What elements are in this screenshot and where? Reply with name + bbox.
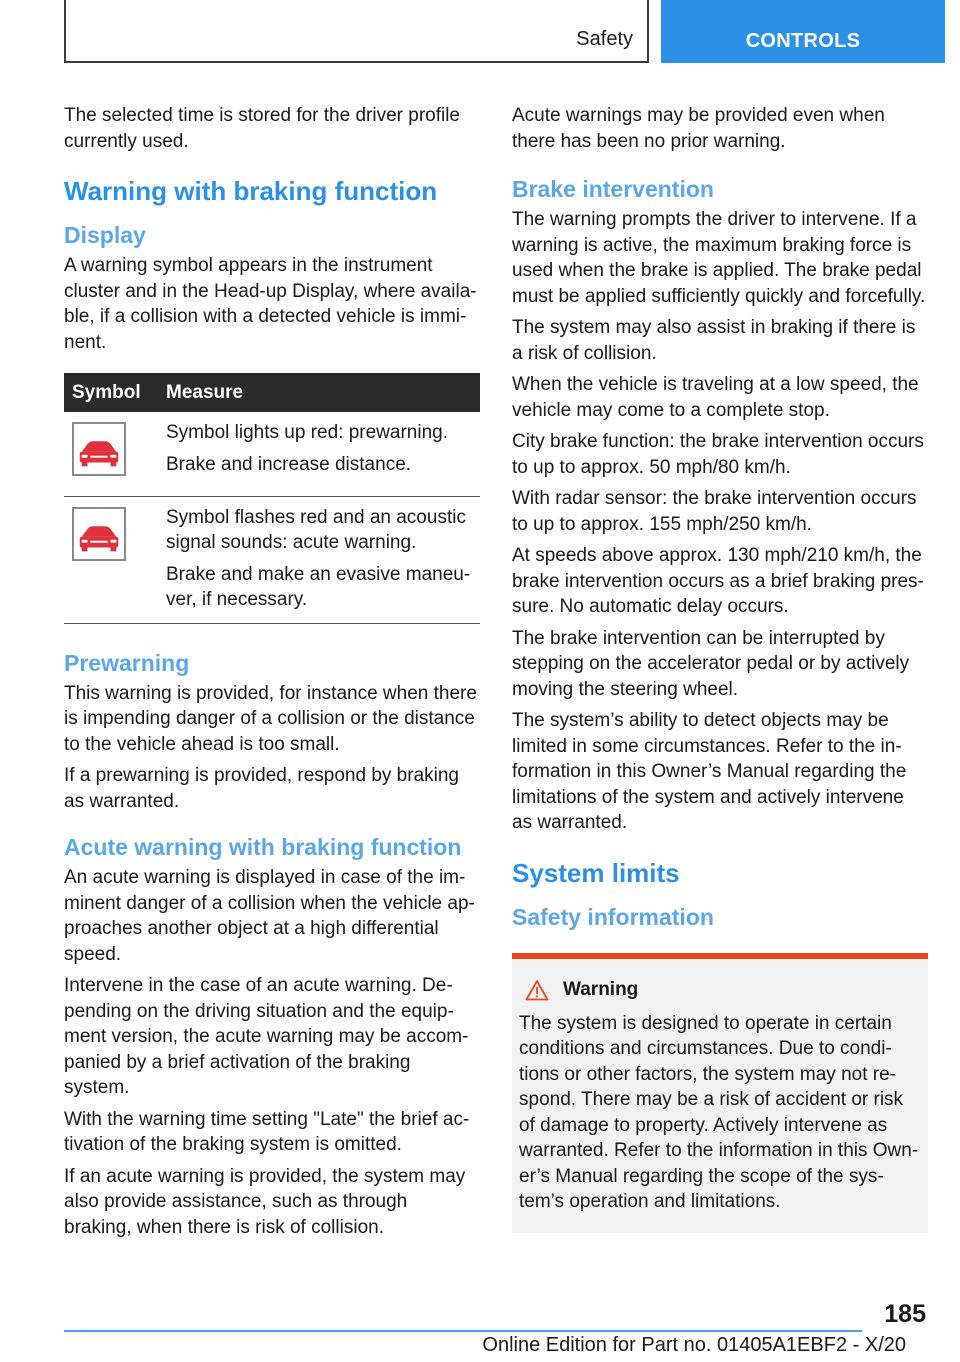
acute-text-2: Intervene in the case of an acute warning. Depending on the driving situation and the equipment version, the acute warning may be accompanied by a brief activation of the braking system.: [64, 975, 469, 1098]
intro-text: The selected time is stored for the driver profile currently used.: [64, 105, 461, 152]
header-section-box: [64, 0, 649, 63]
footer-divider: [64, 1330, 862, 1332]
acute-text-4: If an acute warning is provided, the system may also provide assistance, such as through braking, when there is risk of collision.: [64, 1165, 466, 1238]
collision-warning-icon: [72, 507, 126, 561]
heading-warning-braking: Warning with braking function: [64, 176, 438, 206]
page-number: 185: [884, 1300, 926, 1328]
acute-text-1: An acute warning is displayed in case of the imminent danger of a collision when the vehicle approaches another object at a high differential speed.: [64, 867, 475, 965]
acute-text-3: With the warning time setting "Late" the brief activation of the braking system is omitted.: [64, 1108, 470, 1155]
table-row: [64, 412, 480, 496]
heading-display: Display: [64, 222, 146, 248]
brake-text-8: The system’s ability to detect objects may be limited in some circumstances. Refer to the information in this Owner’s Manual regarding the limitations of the system and actively intervene as warranted.: [512, 710, 907, 833]
heading-acute-warning: Acute warning with braking function: [64, 834, 462, 860]
brake-text-7: The brake intervention can be interrupted by stepping on the accelerator pedal or by actively moving the steering wheel.: [512, 627, 910, 700]
heading-system-limits: System limits: [512, 857, 680, 888]
brake-text-2: The system may also assist in braking if there is a risk of collision.: [512, 317, 916, 364]
collision-warning-icon: [72, 422, 126, 476]
warning-title: Warning: [563, 978, 639, 1000]
brake-text-3: When the vehicle is traveling at a low speed, the vehicle may come to a complete stop.: [512, 374, 919, 421]
heading-safety-information: Safety information: [512, 903, 714, 930]
right-column: [512, 103, 928, 1233]
row1-line1: Symbol lights up red: prewarning.: [166, 422, 448, 443]
heading-prewarning: Prewarning: [64, 649, 190, 676]
footer-edition-text: Online Edition for Part no. 01405A1EBF2 - X/20: [482, 1334, 906, 1356]
heading-brake-intervention: Brake intervention: [512, 176, 714, 202]
warning-box: [512, 959, 928, 1233]
brake-text-5: With radar sensor: the brake intervention occurs to up to approx. 155 mph/250 km/h.: [512, 488, 917, 535]
prewarning-text-2: If a prewarning is provided, respond by braking as warranted.: [64, 765, 460, 812]
prewarning-text-1: This warning is provided, for instance when there is impending danger of a collision or the distance to the vehicle ahead is too small.: [64, 682, 477, 755]
controls-tab[interactable]: [661, 0, 945, 63]
warning-triangle-icon: [525, 979, 549, 1001]
col-header-measure: Measure: [158, 373, 480, 412]
section-title: Safety: [576, 28, 633, 50]
row1-line2: Brake and increase distance.: [166, 453, 412, 475]
row2-line2: Brake and make an evasive maneuver, if necessary.: [166, 563, 471, 610]
table-row: [64, 496, 480, 623]
warning-text: The system is designed to operate in certain conditions and circumstances. Due to conditions or other factors, the system may not respond. There may be a risk of accident or risk of damage to property. Actively intervene as warranted. Refer to the information in this Owner’s Manual regarding the scope of the system’s operation and limitations.: [519, 1012, 919, 1212]
brake-text-4: City brake function: the brake intervention occurs to up to approx. 50 mph/80 km/h.: [512, 431, 924, 478]
row2-line1: Symbol flashes red and an acoustic signal sounds: acute warning.: [166, 506, 466, 553]
display-text: A warning symbol appears in the instrument cluster and in the Head-up Display, where available, if a collision with a detected vehicle is imminent.: [64, 255, 477, 353]
acute-intro-text: Acute warnings may be provided even when there has been no prior warning.: [512, 105, 885, 152]
controls-tab-label: CONTROLS: [745, 30, 861, 52]
left-column: [64, 103, 480, 1246]
brake-text-1: The warning prompts the driver to intervene. If a warning is active, the maximum braking force is used when the brake is applied. The brake pedal must be applied sufficiently quickly and forcefully.: [512, 209, 926, 307]
brake-text-6: At speeds above approx. 130 mph/210 km/h, the brake intervention occurs as a brief braking pressure. No automatic delay occurs.: [512, 545, 924, 617]
col-header-symbol: Symbol: [64, 373, 158, 412]
symbol-measure-table: [64, 373, 480, 624]
